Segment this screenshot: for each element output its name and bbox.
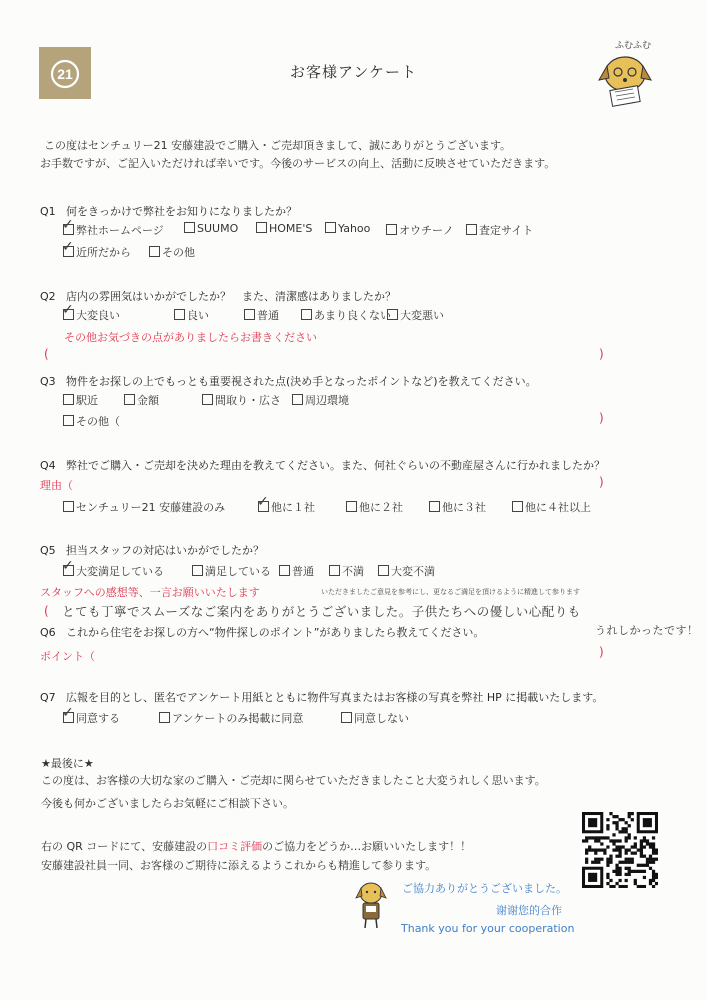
q4-option-1[interactable]: ✓ 他に１社 [257, 494, 315, 514]
closing-heading: ★最後に★ [41, 757, 94, 770]
closing-line-2: 今後も何かございましたらお気軽にご相談下さい。 [41, 797, 294, 810]
q3-text: 物件をお探しの上でもっとも重要視された点(決め手となったポイントなど)を教えてください。 [66, 375, 537, 388]
checkbox[interactable] [62, 239, 74, 257]
checkbox[interactable] [63, 501, 74, 512]
q7-option-survey-only[interactable]: アンケートのみ掲載に同意 [159, 710, 303, 726]
check-mark-icon: ✓ [62, 705, 74, 721]
checkbox[interactable] [62, 302, 74, 320]
q2-number: Q2 [40, 290, 56, 303]
q4-reason-field[interactable] [86, 476, 596, 492]
kuchikomi-label: 口コミ評価 [207, 840, 263, 853]
dog-mascot-icon [585, 36, 665, 110]
q1-option-homepage[interactable]: ✓ 弊社ホームページ [62, 217, 164, 237]
q5-question [40, 542, 264, 558]
q4-paren-close: ) [599, 475, 604, 489]
q4-option-4plus[interactable]: 他に４社以上 [512, 499, 591, 515]
q1-option-kinjo[interactable]: ✓ 近所だから [62, 239, 131, 259]
q2-paren-open: ( [44, 347, 49, 361]
q2-option-very-good[interactable]: ✓ 大変良い [62, 302, 120, 322]
q3-option-other[interactable]: その他（ [63, 413, 120, 429]
checkbox[interactable] [62, 217, 74, 235]
q5-option-satisfied[interactable]: 満足している [192, 563, 271, 579]
q6-number: Q6 [40, 626, 56, 639]
q4-text: 弊社でご購入・ご売却を決めた理由を教えてください。また、何社ぐらいの不動産屋さんに行かれましたか？ [66, 459, 605, 472]
q1-option-homes[interactable]: HOME'S [256, 222, 312, 235]
q3-options [63, 392, 623, 432]
checkbox[interactable] [149, 246, 160, 257]
checkbox[interactable] [329, 565, 340, 576]
q2-option-very-bad[interactable]: 大変悪い [387, 307, 444, 323]
q5-handwriting-line-2: うれしかったです！ [595, 624, 699, 637]
q5-option-normal[interactable]: 普通 [279, 563, 314, 579]
q4-option-2[interactable]: 他に２社 [346, 499, 403, 515]
checkbox[interactable] [62, 558, 74, 576]
q6-text: これから住宅をお探しの方へ“物件探しのポイント”がありましたら教えてください。 [66, 626, 485, 639]
q1-text: 何をきっかけで弊社をお知りになりましたか？ [66, 205, 297, 218]
checkbox[interactable] [174, 309, 185, 320]
q3-option-station[interactable]: 駅近 [63, 392, 98, 408]
q7-option-agree[interactable]: ✓ 同意する [62, 705, 120, 725]
thanks-chinese: 谢谢您的合作 [496, 904, 562, 917]
checkbox[interactable] [257, 494, 269, 512]
q2-note: その他お気づきの点がありましたらお書きください [64, 331, 317, 344]
q7-options [62, 705, 623, 730]
check-mark-icon: ✓ [257, 494, 269, 510]
q2-option-not-good[interactable]: あまり良くない [301, 307, 391, 323]
q2-option-good[interactable]: 良い [174, 307, 209, 323]
q5-note: スタッフへの感想等、一言お願いいたします [40, 586, 260, 599]
checkbox[interactable] [244, 309, 255, 320]
q4-question [40, 457, 605, 473]
checkbox[interactable] [325, 222, 336, 233]
mascot-caption: ふむふむ [615, 41, 652, 51]
q6-point-label: ポイント（ [40, 650, 95, 663]
checkbox[interactable] [124, 394, 135, 405]
checkbox[interactable] [184, 222, 195, 233]
q3-option-layout[interactable]: 間取り・広さ [202, 392, 281, 408]
q3-number: Q3 [40, 375, 56, 388]
q5-paren-open: ( [44, 604, 49, 618]
q7-text: 広報を目的とし、匿名でアンケート用紙とともに物件写真またはお客様の写真を弊社 HP に掲載いたします。 [66, 691, 604, 704]
q4-option-3[interactable]: 他に３社 [429, 499, 486, 515]
q1-option-ouchino[interactable]: オウチーノ [386, 222, 454, 238]
q3-option-price[interactable]: 金額 [124, 392, 159, 408]
checkbox[interactable] [429, 501, 440, 512]
qr-line: 右の QR コードにて、安藤建設の口コミ評価のご協力をどうか…お願いいたします！！ [41, 840, 472, 853]
checkbox[interactable] [301, 309, 312, 320]
dog-mascot-icon [353, 880, 389, 930]
q2-comment-field[interactable] [56, 347, 596, 363]
checkbox[interactable] [292, 394, 303, 405]
closing-line-1: この度は、お客様の大切な家のご購入・ご売却に関らせていただきましたこと大変うれしく思います。 [41, 774, 546, 787]
staff-line: 安藤建設社員一同、お客様のご期待に添えるようこれからも精進して参ります。 [41, 859, 437, 872]
q5-number: Q5 [40, 544, 56, 557]
q5-option-unsatisfied[interactable]: 不満 [329, 563, 364, 579]
checkbox[interactable] [378, 565, 389, 576]
checkbox[interactable] [192, 565, 203, 576]
logo-text: 21 [57, 66, 73, 82]
intro-line-1: この度はセンチュリー21 安藤建設でご購入・ご売却頂きまして、誠にありがとうございます。 [44, 139, 512, 152]
q6-paren-close: ) [599, 645, 604, 659]
q1-question [40, 203, 297, 219]
q5-note-small: いただきましたご意見を参考にし、更なるご満足を頂けるように精進して参ります [321, 588, 580, 596]
q4-option-only[interactable]: センチュリー21 安藤建設のみ [63, 499, 225, 515]
q2-options [62, 302, 623, 327]
q5-option-very-unsatisfied[interactable]: 大変不満 [378, 563, 435, 579]
q6-point-field[interactable] [108, 646, 596, 662]
checkbox[interactable] [202, 394, 213, 405]
q5-text: 担当スタッフの対応はいかがでしたか？ [66, 544, 264, 557]
checkbox[interactable] [512, 501, 523, 512]
q3-paren-close: ) [599, 411, 604, 425]
checkbox[interactable] [346, 501, 357, 512]
qr-code-icon[interactable] [582, 812, 658, 888]
checkbox[interactable] [386, 224, 397, 235]
intro-line-2: お手数ですが、ご記入いただければ幸いです。今後のサービスの向上、活動に反映させていただきます。 [40, 157, 556, 170]
checkbox[interactable] [466, 224, 477, 235]
thanks-japanese: ご協力ありがとうございました。 [402, 882, 567, 895]
checkbox[interactable] [159, 712, 170, 723]
page-title: お客様アンケート [289, 63, 418, 81]
checkbox[interactable] [63, 394, 74, 405]
q1-option-satei[interactable]: 査定サイト [466, 222, 533, 238]
q4-reason-label: 理由（ [40, 479, 73, 492]
q1-option-other[interactable]: その他 [149, 244, 195, 260]
q2-question [40, 288, 396, 304]
q4-options [63, 494, 623, 519]
check-mark-icon: ✓ [62, 302, 74, 318]
checkbox[interactable] [387, 309, 398, 320]
checkbox[interactable] [341, 712, 352, 723]
checkbox[interactable] [63, 415, 74, 426]
q5-option-very-satisfied[interactable]: ✓ 大変満足している [62, 558, 164, 578]
q7-number: Q7 [40, 691, 56, 704]
thanks-english: Thank you for your cooperation [401, 922, 575, 935]
checkbox[interactable] [256, 222, 267, 233]
q7-question [40, 689, 603, 705]
check-mark-icon: ✓ [62, 239, 74, 255]
checkbox[interactable] [279, 565, 290, 576]
q5-handwriting-line-1[interactable]: とても丁寧でスムーズなご案内をありがとうございました。子供たちへの優しい心配りも [62, 604, 581, 619]
q1-option-yahoo[interactable]: Yahoo [325, 222, 370, 235]
q6-question [40, 624, 484, 640]
check-mark-icon: ✓ [62, 217, 74, 233]
checkbox[interactable] [62, 705, 74, 723]
q2-text: 店内の雰囲気はいかがでしたか？ また、清潔感はありましたか？ [66, 290, 396, 303]
q3-option-surroundings[interactable]: 周辺環境 [292, 392, 349, 408]
q1-number: Q1 [40, 205, 56, 218]
q3-question [40, 373, 537, 389]
q2-option-normal[interactable]: 普通 [244, 307, 279, 323]
check-mark-icon: ✓ [62, 558, 74, 574]
q4-number: Q4 [40, 459, 56, 472]
q2-paren-close: ) [599, 347, 604, 361]
q1-options [62, 217, 623, 262]
q1-option-suumo[interactable]: SUUMO [184, 222, 238, 235]
q7-option-disagree[interactable]: 同意しない [341, 710, 409, 726]
q5-options [62, 558, 623, 583]
